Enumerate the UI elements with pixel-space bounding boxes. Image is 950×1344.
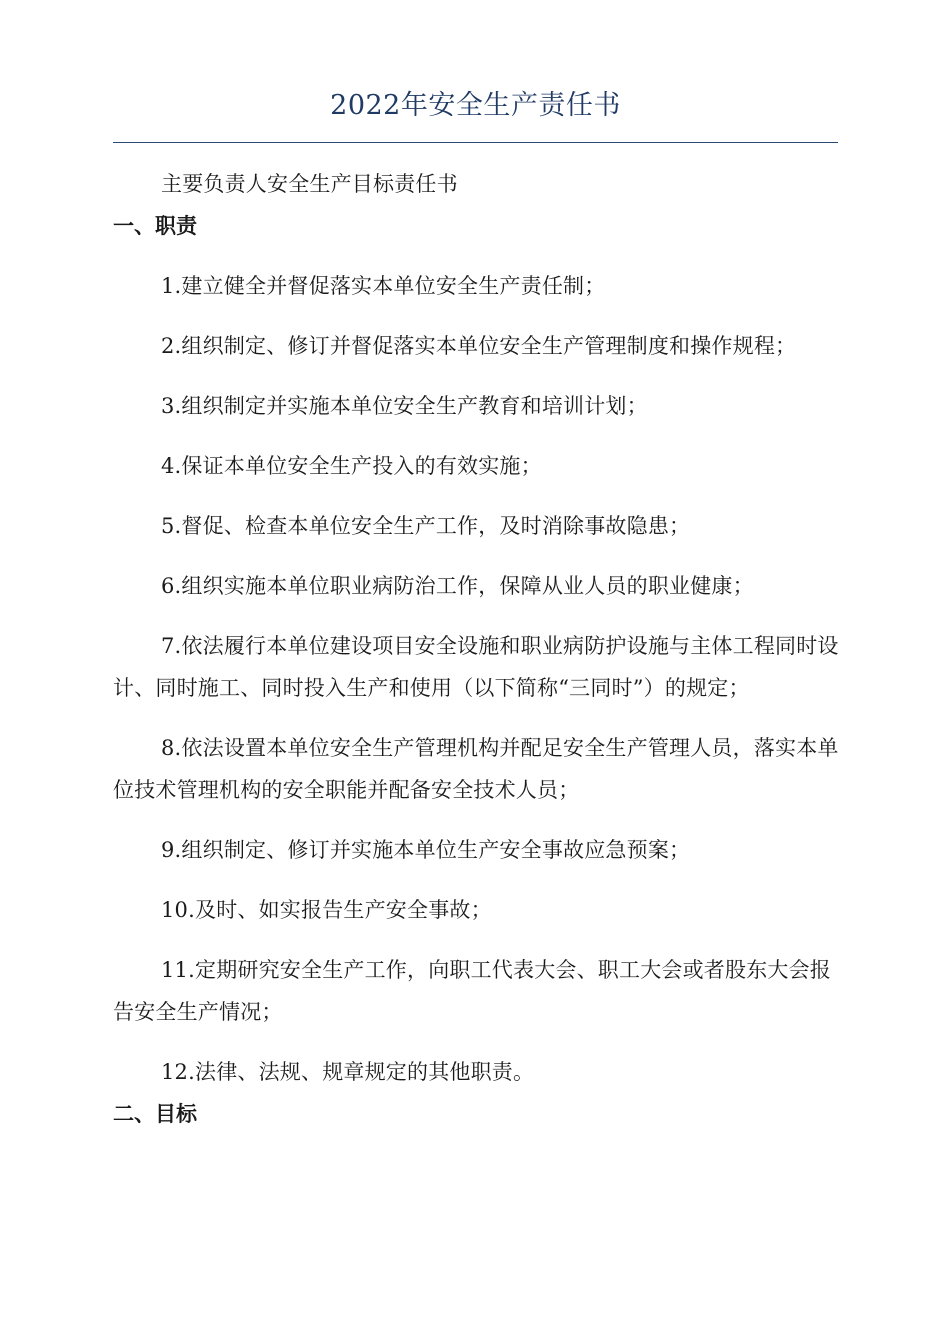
subtitle-paragraph: 主要负责人安全生产目标责任书 <box>161 172 458 196</box>
section-heading-goals: 二、目标 <box>113 1102 197 1126</box>
duty-item-12: 12.法律、法规、规章规定的其他职责。 <box>161 1060 535 1084</box>
document-body <box>113 163 839 1135</box>
duty-item-3: 3.组织制定并实施本单位安全生产教育和培训计划； <box>161 394 648 418</box>
duty-item-6: 6.组织实施本单位职业病防治工作，保障从业人员的职业健康； <box>161 574 754 598</box>
duty-item-7: 7.依法履行本单位建设项目安全设施和职业病防护设施与主体工程同时设计、同时施工、同时投入生产和使用（以下简称“三同时”）的规定； <box>113 634 839 700</box>
duty-item-9: 9.组织制定、修订并实施本单位生产安全事故应急预案； <box>161 838 691 862</box>
duty-item-10: 10.及时、如实报告生产安全事故； <box>161 898 492 922</box>
duty-item-11: 11.定期研究安全生产工作，向职工代表大会、职工大会或者股东大会报告安全生产情况； <box>113 958 831 1024</box>
section-heading-duties: 一、职责 <box>113 214 197 238</box>
duty-item-2: 2.组织制定、修订并督促落实本单位安全生产管理制度和操作规程； <box>161 334 797 358</box>
duty-item-4: 4.保证本单位安全生产投入的有效实施； <box>161 454 542 478</box>
document-title: 2022年安全生产责任书 <box>330 90 621 121</box>
title-divider <box>113 142 838 143</box>
duty-item-8: 8.依法设置本单位安全生产管理机构并配足安全生产管理人员，落实本单位技术管理机构的安全职能并配备安全技术人员； <box>113 736 839 802</box>
duty-item-1: 1.建立健全并督促落实本单位安全生产责任制； <box>161 274 606 298</box>
duty-item-5: 5.督促、检查本单位安全生产工作，及时消除事故隐患； <box>161 514 691 538</box>
